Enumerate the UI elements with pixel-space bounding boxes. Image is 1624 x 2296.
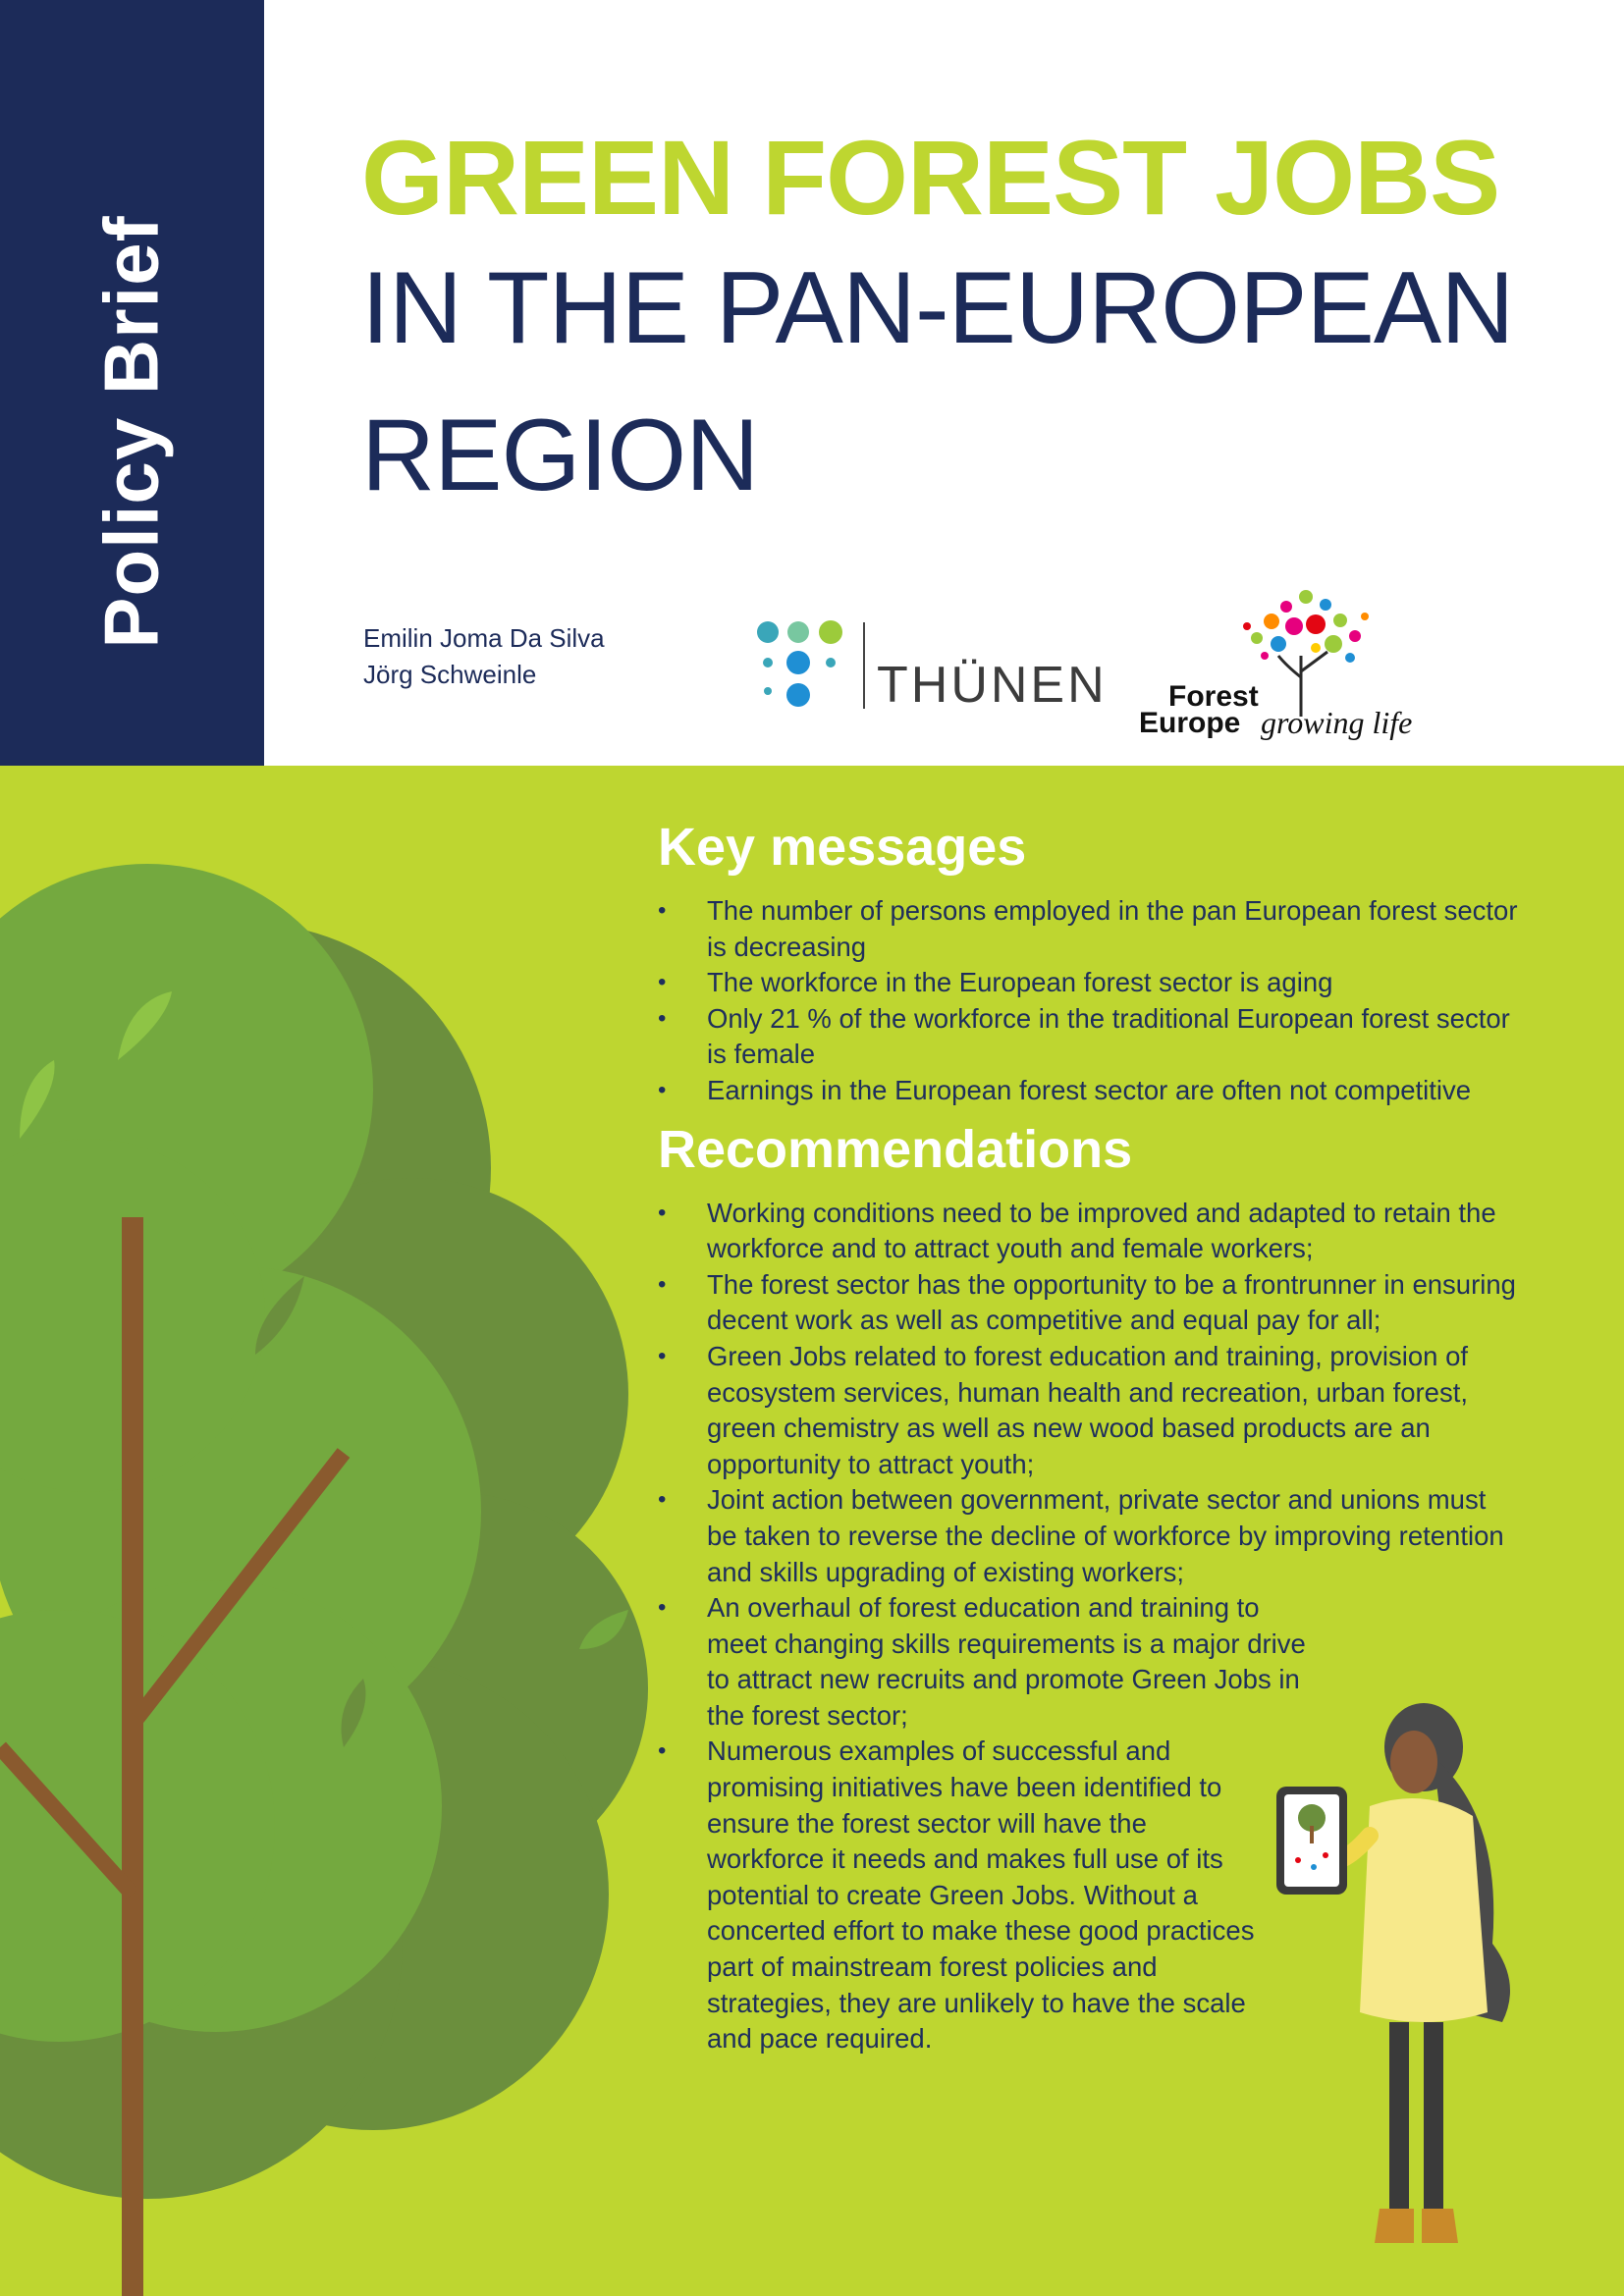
- main-content: [658, 815, 1522, 2057]
- authors: [363, 620, 605, 693]
- document-type-label: Policy Brief: [87, 215, 175, 649]
- sidebar-band: [0, 0, 264, 766]
- list-item: • The workforce in the European forest sector is aging: [658, 965, 1522, 1001]
- list-item: • Joint action between government, private sector and unions must be taken to reverse the decline of workforce by improving retention and skills upgrading of existing workers;: [658, 1482, 1522, 1590]
- author-name: Jörg Schweinle: [363, 660, 537, 689]
- forest-europe-logo-text: Forest: [1168, 680, 1259, 713]
- thunen-logo-text: THÜNEN: [877, 657, 1108, 714]
- list-item: • Green Jobs related to forest education and training, provision of ecosystem services, human health and recreation, urban forest, green chemistry as well as new wood based products are an opportunity to attract youth;: [658, 1339, 1522, 1482]
- list-item: • The forest sector has the opportunity to be a frontrunner in ensuring decent work as well as competitive and equal pay for all;: [658, 1267, 1522, 1339]
- forest-europe-tagline: growing life: [1261, 705, 1413, 740]
- title-line-1: GREEN FOREST JOBS: [361, 118, 1500, 237]
- list-item: • Earnings in the European forest sector are often not competitive: [658, 1073, 1522, 1109]
- title-line-2: IN THE PAN-EUROPEAN: [361, 251, 1514, 365]
- author-name: Emilin Joma Da Silva: [363, 623, 605, 653]
- tree-illustration: [0, 766, 648, 2296]
- thunen-logo-divider: [863, 622, 865, 709]
- key-messages-list: [658, 893, 1522, 1109]
- recommendations-list: [658, 1196, 1522, 2057]
- recommendations-heading: Recommendations: [658, 1119, 1133, 1179]
- forest-europe-logo-text: Europe: [1139, 707, 1241, 739]
- list-item: • Only 21 % of the workforce in the traditional European forest sector is female: [658, 1001, 1522, 1073]
- thunen-logo-icon: [754, 618, 852, 717]
- list-item: • The number of persons employed in the pan European forest sector is decreasing: [658, 893, 1522, 965]
- title-line-3: REGION: [361, 399, 759, 512]
- key-messages-heading: Key messages: [658, 818, 1027, 877]
- list-item: • Numerous examples of successful and promising initiatives have been identified to ensure the forest sector will have the workforce it needs and makes full use of its potential to create Green Jobs. Without a concerted effort to make these good practices part of mainstream forest policies and strategies, they are unlikely to have the scale and pace required.: [658, 1734, 1257, 2056]
- list-item: • Working conditions need to be improved and adapted to retain the workforce and to attract youth and female workers;: [658, 1196, 1522, 1267]
- list-item: • An overhaul of forest education and training to meet changing skills requirements is a major drive to attract new recruits and promote Green Jobs in the forest sector;: [658, 1590, 1316, 1734]
